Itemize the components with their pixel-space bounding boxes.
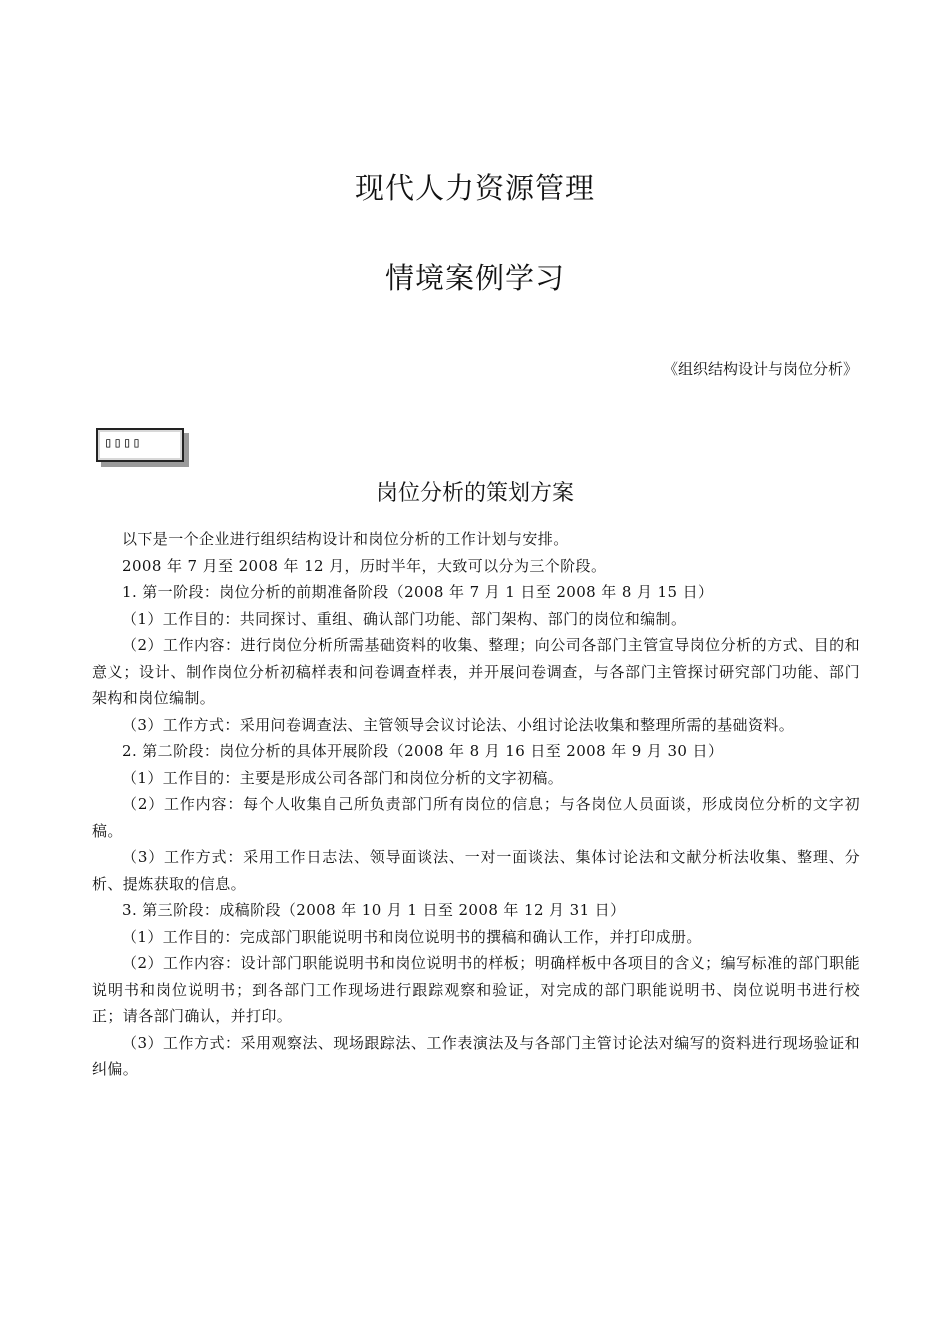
paragraph: 1. 第一阶段：岗位分析的前期准备阶段（2008 年 7 月 1 日至 2008 年 8 月 15 日） [122, 583, 714, 601]
case-label-box [96, 428, 184, 462]
paragraph: 2. 第二阶段：岗位分析的具体开展阶段（2008 年 8 月 16 日至 2008 年 9 月 30 日） [122, 742, 724, 760]
section-title: 岗位分析的策划方案 [375, 481, 574, 506]
document-subtitle: 情境案例学习 [384, 261, 565, 295]
document-title: 现代人力资源管理 [354, 171, 595, 205]
paragraph: 3. 第三阶段：成稿阶段（2008 年 10 月 1 日至 2008 年 12 月 31 日） [122, 901, 626, 919]
paragraph: （1）工作目的：完成部门职能说明书和岗位说明书的撰稿和确认工作，并打印成册。 [122, 927, 702, 946]
paragraph: 以下是一个企业进行组织结构设计和岗位分析的工作计划与安排。 [122, 530, 569, 548]
paragraph: （3）工作方式：采用观察法、现场跟踪法、工作表演法及与各部门主管讨论法对编写的资料进行现场验证和纠偏。 [92, 1033, 860, 1078]
book-reference: 《组织结构设计与岗位分析》 [662, 360, 858, 378]
paragraph: 2008 年 7 月至 2008 年 12 月，历时半年，大致可以分为三个阶段。 [122, 556, 607, 575]
paragraph: （3）工作方式：采用问卷调查法、主管领导会议讨论法、小组讨论法收集和整理所需的基础资料。 [122, 715, 795, 734]
document-body [92, 526, 860, 1083]
paragraph: （1）工作目的：主要是形成公司各部门和岗位分析的文字初稿。 [122, 768, 564, 787]
paragraph: （3）工作方式：采用工作日志法、领导面谈法、一对一面谈法、集体讨论法和文献分析法收集、整理、分析、提炼获取的信息。 [92, 848, 860, 893]
paragraph: （1）工作目的：共同探讨、重组、确认部门功能、部门架构、部门的岗位和编制。 [122, 609, 687, 628]
paragraph: （2）工作内容：进行岗位分析所需基础资料的收集、整理；向公司各部门主管宣导岗位分析的方式、目的和意义；设计、制作岗位分析初稿样表和问卷调查样表，并开展问卷调查，与各部门主管探讨研究部门功能、部门架构和岗位编制。 [92, 636, 860, 707]
case-label-text: ▯▯▯▯ [104, 435, 142, 451]
paragraph: （2）工作内容：设计部门职能说明书和岗位说明书的样板；明确样板中各项目的含义；编写标准的部门职能说明书和岗位说明书；到各部门工作现场进行跟踪观察和验证，对完成的部门职能说明书、岗位说明书进行校正；请各部门确认，并打印。 [92, 954, 860, 1025]
paragraph: （2）工作内容：每个人收集自己所负责部门所有岗位的信息；与各岗位人员面谈，形成岗位分析的文字初稿。 [92, 795, 860, 840]
